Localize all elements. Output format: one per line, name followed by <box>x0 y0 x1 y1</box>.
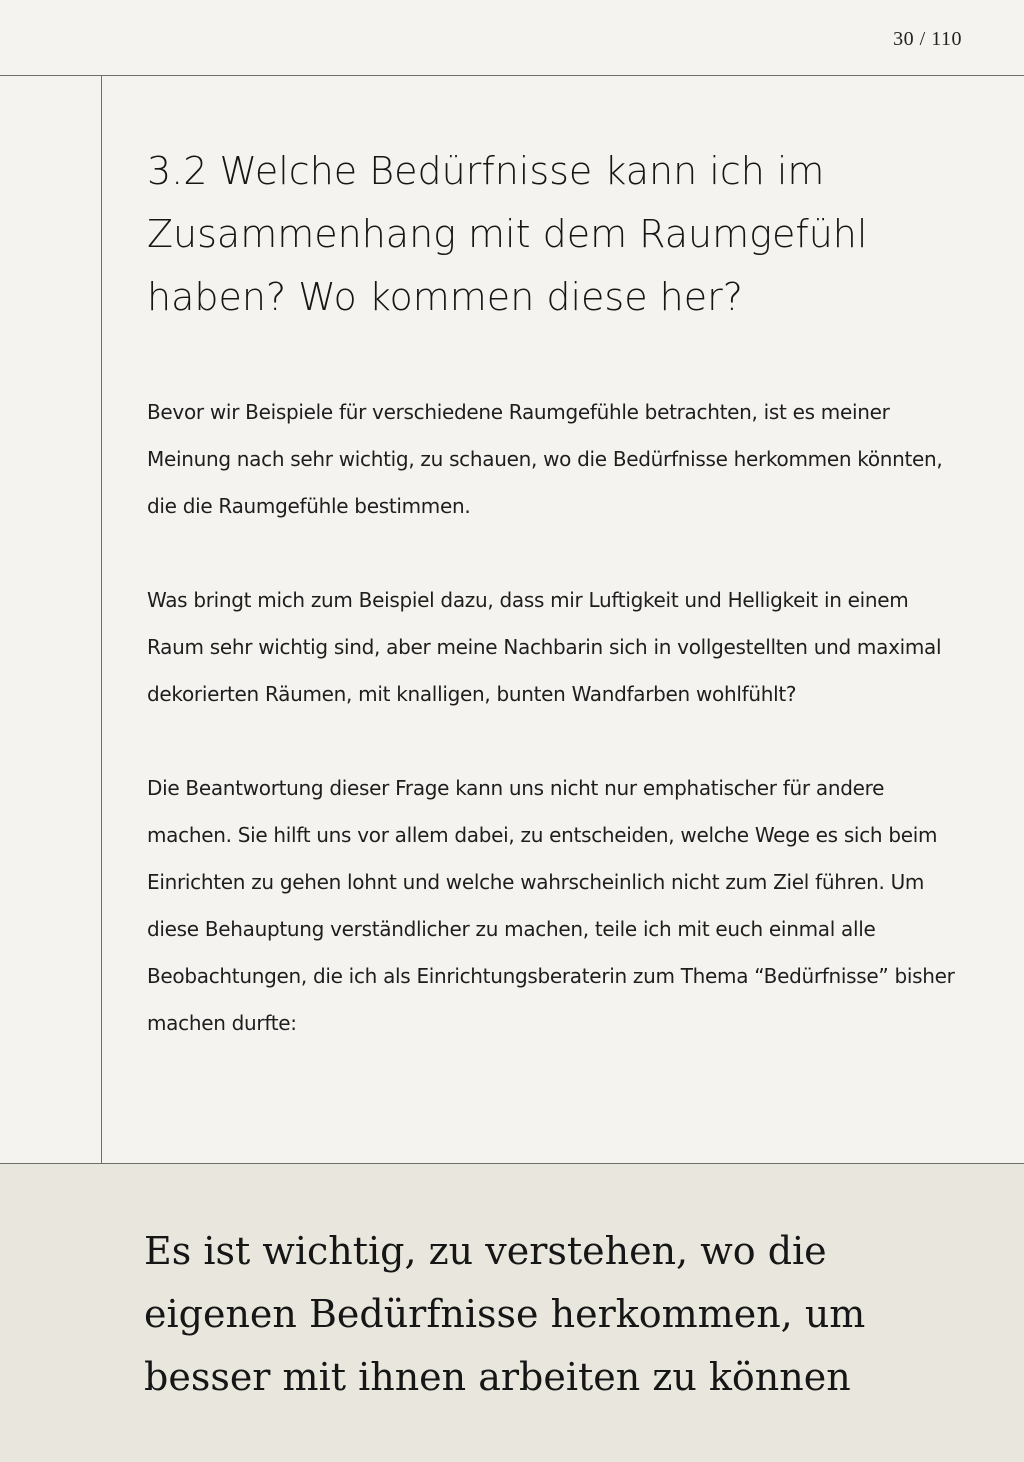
paragraph-intro: Bevor wir Beispiele für verschiedene Raumgefühle betrachten, ist es meiner Meinung nach sehr wichtig, zu schauen, wo die Bedürfnisse herkommen könnten, die die Raumgefühle bestimmen. <box>147 400 943 518</box>
paragraph-observations: Die Beantwortung dieser Frage kann uns nicht nur emphatischer für andere machen. Sie hilft uns vor allem dabei, zu entscheiden, welche Wege es sich beim Einrichten zu gehen lohnt und welche wahrscheinlich nicht zum Ziel führen. Um diese Behauptung verständlicher zu machen, teile ich mit euch einmal alle Beobachtungen, die ich als Einrichtungsberaterin zum Thema “Bedürfnisse” bisher machen durfte: <box>147 776 955 1035</box>
left-margin-divider <box>101 75 102 1164</box>
section-heading: 3.2 Welche Bedürfnisse kann ich im Zusammenhang mit dem Raumgefühl haben? Wo kommen diese her? <box>147 149 868 319</box>
paragraph-question: Was bringt mich zum Beispiel dazu, dass mir Luftigkeit und Helligkeit in einem Raum sehr wichtig sind, aber meine Nachbarin sich in vollgestellten und maximal dekorierten Räumen, mit knalligen, bunten Wandfarben wohlfühlt? <box>147 588 942 706</box>
section-content <box>147 140 967 1047</box>
top-divider <box>0 75 1024 76</box>
pull-quote: Es ist wichtig, zu verstehen, wo die eigenen Bedürfnisse herkommen, um besser mit ihnen arbeiten zu können <box>144 1229 866 1399</box>
page-indicator: 30 / 110 <box>893 28 962 50</box>
